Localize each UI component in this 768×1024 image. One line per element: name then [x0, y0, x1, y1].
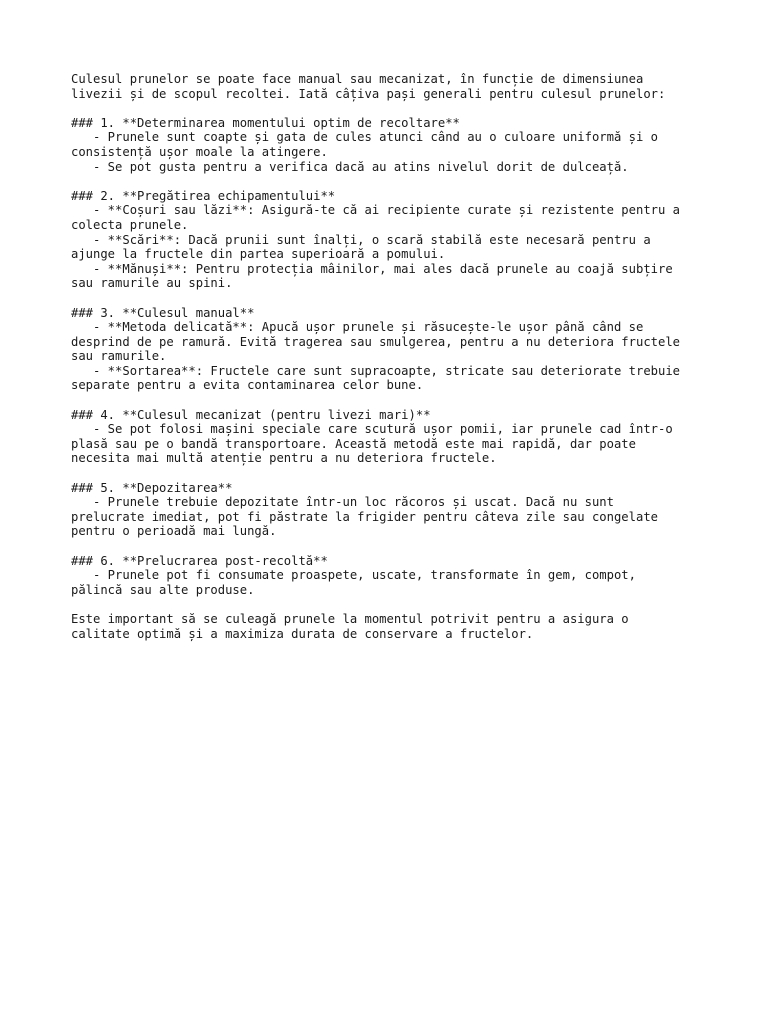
intro-paragraph: [71, 72, 711, 101]
section-line: ajunge la fructele din partea superioară a pomului.: [71, 247, 446, 262]
outro-line: calitate optimă și a maximiza durata de conservare a fructelor.: [71, 626, 534, 641]
section-line: desprind de pe ramură. Evită tragerea sau smulgerea, pentru a nu deteriora fructele: [71, 334, 681, 349]
section-heading: ### 4. **Culesul mecanizat (pentru livezi mari)**: [71, 407, 431, 422]
intro-line: Culesul prunelor se poate face manual sau mecanizat, în funcție de dimensiunea: [71, 72, 644, 86]
section-heading: ### 3. **Culesul manual**: [71, 305, 255, 320]
section-line: colecta prunele.: [71, 217, 189, 232]
section-line: necesita mai multă atenție pentru a nu deteriora fructele.: [71, 451, 497, 466]
section-heading: ### 5. **Depozitarea**: [71, 480, 233, 495]
outro-paragraph: [71, 612, 711, 641]
section-line: pălincă sau alte produse.: [71, 582, 255, 597]
section-line: - Prunele sunt coapte și gata de cules atunci când au o culoare uniformă și o: [71, 130, 658, 145]
section-heading: ### 6. **Prelucrarea post-recoltă**: [71, 553, 328, 568]
section-line: - **Metoda delicată**: Apucă ușor prunele și răsucește-le ușor până când se: [71, 320, 644, 335]
section-2: [71, 189, 711, 291]
section-line: separate pentru a evita contaminarea celor bune.: [71, 378, 424, 393]
section-line: - **Coșuri sau lăzi**: Asigură-te că ai recipiente curate și rezistente pentru a: [71, 203, 681, 218]
section-heading: ### 1. **Determinarea momentului optim de recoltare**: [71, 115, 460, 130]
section-line: - Prunele pot fi consumate proaspete, uscate, transformate în gem, compot,: [71, 568, 636, 583]
section-line: consistență ușor moale la atingere.: [71, 144, 328, 159]
section-line: plasă sau pe o bandă transportoare. Această metodă este mai rapidă, dar poate: [71, 436, 636, 451]
section-3: [71, 306, 711, 394]
section-1: [71, 116, 711, 174]
section-5: [71, 481, 711, 539]
section-line: - **Scări**: Dacă prunii sunt înalți, o scară stabilă este necesară pentru a: [71, 232, 651, 247]
document-page: [71, 72, 711, 656]
intro-line: livezii și de scopul recoltei. Iată câțiva pași generali pentru culesul prunelor:: [71, 86, 666, 101]
section-line: pentru o perioadă mai lungă.: [71, 524, 277, 539]
section-4: [71, 408, 711, 466]
outro-line: Este important să se culeagă prunele la momentul potrivit pentru a asigura o: [71, 611, 629, 626]
section-line: - **Mănuși**: Pentru protecția mâinilor, mai ales dacă prunele au coajă subțire: [71, 261, 673, 276]
section-line: sau ramurile au spini.: [71, 276, 233, 291]
section-line: - Se pot gusta pentru a verifica dacă au atins nivelul dorit de dulceață.: [71, 159, 629, 174]
section-line: - **Sortarea**: Fructele care sunt supracoapte, stricate sau deteriorate trebuie: [71, 363, 681, 378]
section-line: prelucrate imediat, pot fi păstrate la frigider pentru câteva zile sau congelate: [71, 509, 658, 524]
section-line: - Se pot folosi mașini speciale care scutură ușor pomii, iar prunele cad într-o: [71, 422, 673, 437]
section-line: - Prunele trebuie depozitate într-un loc răcoros și uscat. Dacă nu sunt: [71, 495, 614, 510]
section-heading: ### 2. **Pregătirea echipamentului**: [71, 188, 336, 203]
section-6: [71, 554, 711, 598]
section-line: sau ramurile.: [71, 349, 167, 364]
